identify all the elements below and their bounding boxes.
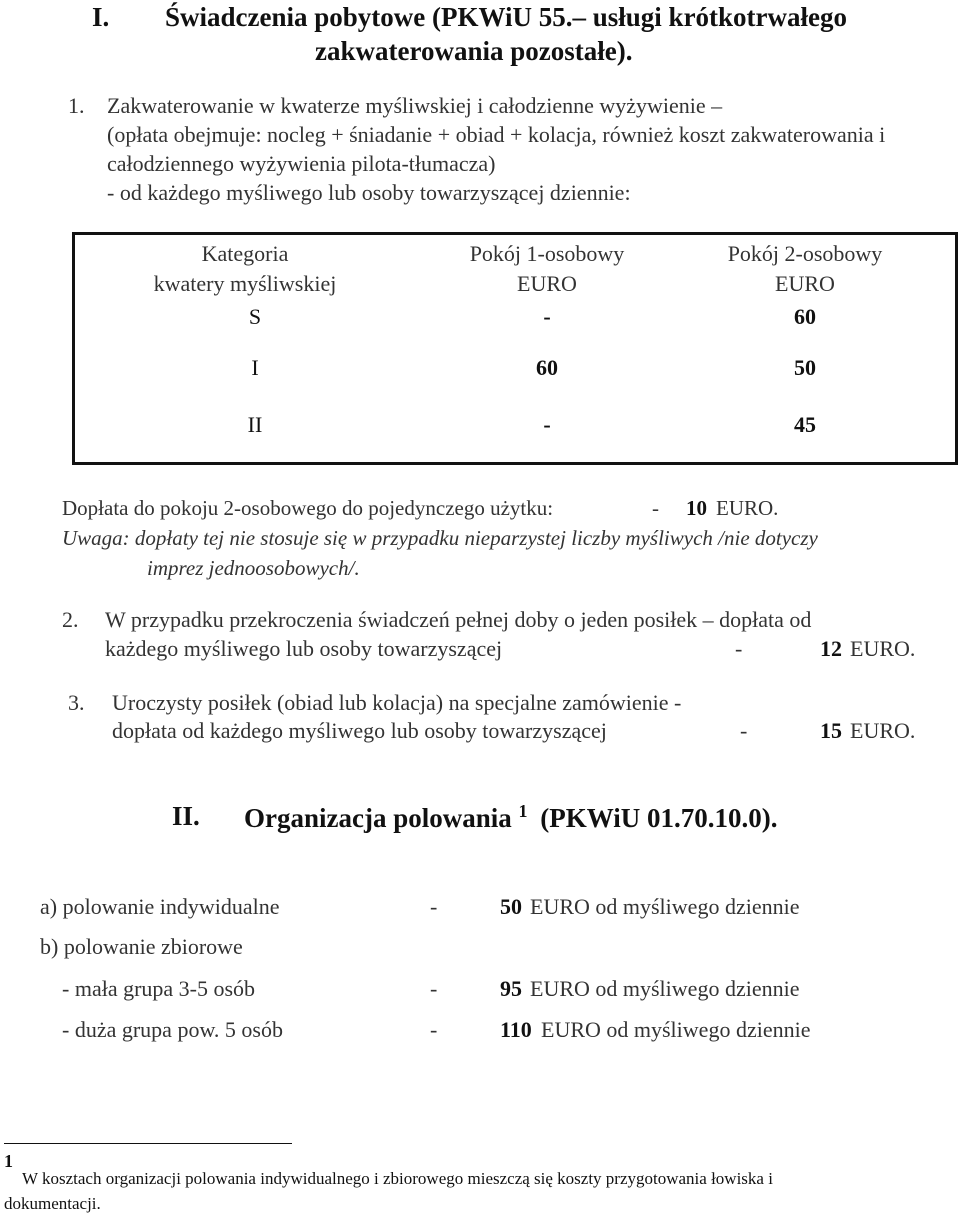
item-2-line1: W przypadku przekroczenia świadczeń pełnej doby o jeden posiłek – dopłata od [105,607,812,632]
section-2-code: (PKWiU 01.70.10.0). [540,803,778,833]
section-2-title [244,801,778,834]
table-row-single: 60 [536,355,558,380]
hunting-item-dash: - [430,1017,438,1042]
header-single-room-line1: Pokój 1-osobowy [469,241,625,266]
item-3-line1: Uroczysty posiłek (obiad lub kolacja) na specjalne zamówienie - [112,690,682,715]
header-category-line1: Kategoria [201,241,289,266]
footnote-separator [4,1143,292,1144]
header-single-room-line2: EURO [517,271,577,296]
item-3-line2: dopłata od każdego myśliwego lub osoby towarzyszącej [112,718,607,743]
header-double-room-line2: EURO [775,271,835,296]
accommodation-price-table [72,232,958,465]
item-1-line2: (opłata obejmuje: nocleg + śniadanie + obiad + kolacja, również koszt zakwaterowania i [107,122,886,147]
item-2-currency: EURO. [850,636,916,661]
hunting-item-suffix: EURO od myśliwego dziennie [530,894,800,919]
item-3-dash: - [740,718,748,743]
note-line1: Uwaga: dopłaty tej nie stosuje się w przypadku nieparzystej liczby myśliwych /nie dotyczy [62,526,818,550]
hunting-item-label: - duża grupa pow. 5 osób [62,1017,283,1042]
footnote-line2: dokumentacji. [4,1194,101,1213]
header-category-line2: kwatery myśliwskiej [153,271,337,296]
note-line2: imprez jednoosobowych/. [147,556,360,580]
item-1-number: 1. [68,93,85,118]
item-1-line3: całodziennego wyżywienia pilota-tłumacza) [107,151,496,176]
table-row-double: 50 [794,355,816,380]
section-2-number: II. [172,801,200,831]
table-row-double: 60 [794,304,816,329]
footnote-line1: W kosztach organizacji polowania indywidualnego i zbiorowego mieszczą się koszty przygotowania łowiska i [22,1169,773,1188]
item-2-dash: - [735,636,743,661]
hunting-item-label: b) polowanie zbiorowe [40,934,243,959]
item-1-line1: Zakwaterowanie w kwaterze myśliwskiej i całodzienne wyżywienie – [107,93,723,118]
footnote-reference: 1 [518,801,528,821]
section-2-title-text: Organizacja polowania [244,803,512,833]
hunting-item-amount: 95 [500,976,522,1001]
hunting-item-dash: - [430,976,438,1001]
item-3-number: 3. [68,690,85,715]
surcharge-currency: EURO. [716,496,779,520]
hunting-item-label: - mała grupa 3-5 osób [62,976,256,1001]
section-1-number: I. [92,2,110,32]
table-row-category: I [251,355,259,380]
item-2-amount: 12 [820,636,842,661]
item-1-line4: - od każdego myśliwego lub osoby towarzyszącej dziennie: [107,180,631,205]
header-category [75,239,415,299]
item-2-number: 2. [62,607,79,632]
item-3-amount: 15 [820,718,842,743]
surcharge-dash: - [652,496,659,520]
hunting-item-amount: 50 [500,894,522,919]
hunting-item-suffix: EURO od myśliwego dziennie [530,976,800,1001]
table-row-category: S [248,304,262,329]
item-2-line2: każdego myśliwego lub osoby towarzyszącej [105,636,503,661]
section-1-title-line2: zakwaterowania pozostałe). [315,36,633,66]
surcharge-text: Dopłata do pokoju 2-osobowego do pojedynczego użytku: [62,496,554,520]
table-row-double: 45 [794,412,816,437]
footnote-mark: 1 [4,1151,13,1171]
item-3-currency: EURO. [850,718,916,743]
header-double-room [705,239,905,299]
hunting-item-dash: - [430,894,438,919]
hunting-item-amount: 110 [500,1017,532,1042]
hunting-item-label: a) polowanie indywidualne [40,894,280,919]
section-1-title-line1: Świadczenia pobytowe (PKWiU 55.– usługi krótkotrwałego [165,2,848,32]
surcharge-amount: 10 [686,496,707,520]
table-row-category: II [247,412,263,437]
header-single-room [447,239,647,299]
table-row-single: - [543,304,551,329]
table-row-single: - [543,412,551,437]
header-double-room-line1: Pokój 2-osobowy [727,241,883,266]
hunting-item-suffix: EURO od myśliwego dziennie [541,1017,811,1042]
